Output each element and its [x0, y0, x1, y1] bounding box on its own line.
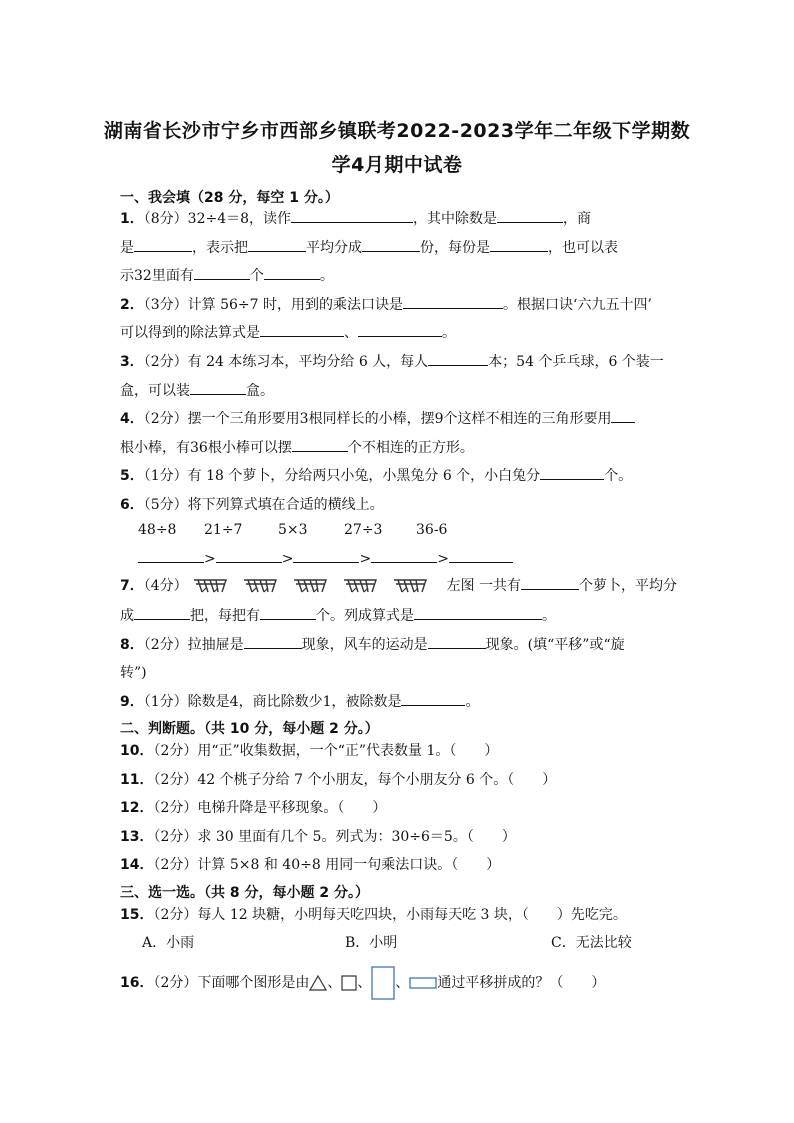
answer-blank[interactable]: [521, 575, 579, 590]
expression: 48÷8: [138, 522, 177, 538]
answer-blank[interactable]: [248, 237, 306, 252]
answer-blank[interactable]: [611, 408, 635, 423]
question-8: [120, 634, 680, 654]
carrot-bundle-icon: [392, 576, 428, 596]
question-14: [120, 854, 680, 874]
answer-blank[interactable]: [194, 265, 250, 280]
question-number: 15．: [120, 907, 154, 923]
question-text: 成: [120, 608, 134, 624]
expression: 21÷7: [204, 522, 243, 538]
question-1-cont: [120, 237, 680, 257]
separator: 、: [327, 975, 342, 991]
exam-title-line2: 学4月期中试卷: [331, 154, 463, 176]
answer-blank[interactable]: [428, 634, 486, 649]
answer-blank[interactable]: [449, 548, 513, 563]
question-number: 14．: [120, 857, 154, 873]
question-text: （1分）除数是4，商比除数少1，被除数是: [143, 694, 402, 710]
question-text: 是: [120, 240, 134, 256]
question-number: 10．: [120, 743, 154, 759]
greater-than-sign: >: [359, 551, 372, 567]
question-text: 盒。: [246, 383, 274, 399]
question-text: 。根据口诀‘六九五十四’: [503, 297, 652, 313]
question-text: （2分）摆一个三角形要用3根同样长的小棒，摆9个这样不相连的三角形要用: [143, 411, 612, 427]
question-text: 。: [319, 268, 334, 284]
tall-rectangle-icon: [371, 966, 395, 1000]
question-number: 1．: [120, 211, 144, 227]
question-text: （1分）有 18 个萝卜，分给两只小兔，小黑兔分 6 个，小白兔分: [143, 468, 541, 484]
question-number: 3．: [120, 354, 144, 370]
question-2: [120, 294, 680, 314]
question-text: 平均分成: [306, 240, 362, 256]
question-text: （8分）32÷4＝8，读作: [143, 211, 292, 227]
carrot-bundle-icon: [242, 576, 278, 596]
question-number: 2．: [120, 297, 144, 313]
question-number: 4．: [120, 411, 144, 427]
question-text: （2分）有 24 本练习本，平均分给 6 人，每人: [143, 354, 429, 370]
question-text: 示32里面有: [120, 268, 194, 284]
question-text: （2分）求 30 里面有几个 5。列式为：30÷6＝5。（ ）: [153, 829, 516, 845]
question-text: 。: [465, 694, 480, 710]
question-4-cont: [120, 437, 680, 457]
answer-blank[interactable]: [401, 691, 465, 706]
question-text: 转”): [120, 665, 147, 681]
question-text: （4分）: [143, 578, 188, 594]
question-number: 16．: [120, 975, 154, 991]
expression: 36-6: [416, 522, 448, 538]
question-text: （2分）计算 5×8 和 40÷8 用同一句乘法口诀。（ ）: [153, 857, 501, 873]
question-8-cont: [120, 662, 680, 682]
section-1-heading: 一、我会填（28 分，每空 1 分。）: [120, 190, 339, 206]
expression: 5×3: [278, 522, 308, 538]
question-number: 12．: [120, 800, 154, 816]
option-c[interactable]: C．无法比较: [551, 935, 632, 951]
question-7-cont: [120, 605, 680, 625]
answer-blank[interactable]: [138, 548, 204, 563]
question-6: [120, 494, 680, 514]
carrot-bundles: [192, 578, 446, 594]
question-13: [120, 826, 680, 846]
question-16: [120, 966, 680, 1000]
answer-blank[interactable]: [362, 237, 420, 252]
question-9: [120, 691, 680, 711]
question-text: ，表示把: [192, 240, 248, 256]
answer-blank[interactable]: [428, 351, 488, 366]
greater-than-sign: >: [281, 551, 294, 567]
question-text: （2分）下面哪个图形是由: [153, 975, 310, 991]
question-text: 盒，可以装: [120, 383, 190, 399]
triangle-icon: [309, 975, 327, 991]
question-5: [120, 465, 680, 485]
answer-blank[interactable]: [291, 208, 413, 223]
question-number: 11．: [120, 772, 154, 788]
square-icon: [341, 975, 357, 991]
carrot-bundle-icon: [292, 576, 328, 596]
carrot-bundle-icon: [192, 576, 228, 596]
question-text: 个。列成算式是: [316, 608, 414, 624]
separator: 、: [357, 975, 372, 991]
exam-title-line1: 湖南省长沙市宁乡市西部乡镇联考2022-2023学年二年级下学期数: [103, 120, 691, 142]
question-text: 份，每份是: [420, 240, 490, 256]
question-text: （3分）计算 56÷7 时，用到的乘法口诀是: [143, 297, 404, 313]
question-text: 。: [542, 608, 556, 624]
answer-blank[interactable]: [497, 208, 563, 223]
option-b[interactable]: B．小明: [345, 935, 398, 951]
answer-blank[interactable]: [264, 265, 320, 280]
question-text: 把，每把有: [190, 608, 260, 624]
question-text: 通过平移拼成的？（ ）: [437, 975, 606, 991]
question-3: [120, 351, 680, 371]
answer-blank[interactable]: [293, 548, 359, 563]
question-text: 现象，风车的运动是: [301, 637, 428, 653]
carrot-bundle-icon: [342, 576, 378, 596]
answer-blank[interactable]: [260, 605, 316, 620]
question-text: 个。: [604, 468, 633, 484]
question-text: 、: [344, 325, 358, 341]
question-number: 7．: [120, 578, 144, 594]
question-10: [120, 740, 680, 760]
answer-blank[interactable]: [403, 294, 503, 309]
answer-blank[interactable]: [490, 237, 548, 252]
question-text: 现象。(填“平移”或“旋: [485, 637, 625, 653]
question-number: 5．: [120, 468, 144, 484]
greater-than-sign: >: [437, 551, 449, 567]
option-a[interactable]: A．小雨: [142, 935, 195, 951]
answer-blank[interactable]: [134, 605, 190, 620]
question-text: 本；54 个乒乓球，6 个装一: [488, 354, 664, 370]
question-text: 左图 一共有: [446, 578, 522, 594]
answer-blank[interactable]: [134, 237, 192, 252]
question-11: [120, 769, 680, 789]
question-15: [120, 904, 680, 924]
expression: 27÷3: [344, 522, 383, 538]
answer-blank[interactable]: [244, 634, 302, 649]
question-number: 8．: [120, 637, 144, 653]
question-text: （2分）每人 12 块糖，小明每天吃四块，小雨每天吃 3 块，（ ）先吃完。: [153, 907, 627, 923]
answer-blank[interactable]: [371, 548, 437, 563]
question-text: （2分）拉抽屉是: [143, 637, 244, 653]
question-text: （5分）将下列算式填在合适的横线上。: [143, 497, 384, 513]
question-3-cont: [120, 380, 680, 400]
question-text: 个: [249, 268, 264, 284]
answer-blank[interactable]: [292, 437, 348, 452]
question-text: 根小棒，有36根小棒可以摆: [120, 440, 292, 456]
section-3-heading: 三、选一选。（共 8 分，每小题 2 分。）: [120, 885, 369, 901]
greater-than-sign: >: [204, 551, 216, 567]
question-number: 6．: [120, 497, 144, 513]
question-text: 个不相连的正方形。: [347, 440, 474, 456]
question-text: 可以得到的除法算式是: [120, 325, 260, 341]
question-text: 个萝卜，平均分: [579, 578, 678, 594]
question-text: 。: [442, 325, 456, 341]
question-7: [120, 575, 680, 596]
answer-blank[interactable]: [540, 465, 604, 480]
question-text: （2分）用“正”收集数据，一个“正”代表数量 1。（ ）: [153, 743, 499, 759]
question-text: ，商: [563, 211, 592, 227]
question-4: [120, 408, 680, 428]
answer-blank[interactable]: [216, 548, 282, 563]
wide-rectangle-icon: [409, 977, 437, 989]
question-1-cont2: [120, 265, 680, 285]
expression-row: [138, 522, 447, 538]
answer-blank[interactable]: [414, 605, 542, 620]
question-1: [120, 208, 680, 228]
answer-blank[interactable]: [190, 380, 246, 395]
question-number: 9．: [120, 694, 144, 710]
question-text: （2分）42 个桃子分给 7 个小朋友，每个小朋友分 6 个。（ ）: [153, 772, 557, 788]
question-2-cont: [120, 322, 680, 342]
ordering-row: [138, 548, 513, 567]
question-text: ，其中除数是: [413, 211, 498, 227]
question-12: [120, 797, 680, 817]
question-text: ，也可以表: [548, 240, 618, 256]
separator: 、: [395, 975, 410, 991]
question-text: （2分）电梯升降是平移现象。（ ）: [153, 800, 387, 816]
answer-blank[interactable]: [358, 322, 442, 337]
section-2-heading: 二、判断题。（共 10 分，每小题 2 分。）: [120, 721, 379, 737]
answer-blank[interactable]: [260, 322, 344, 337]
question-number: 13．: [120, 829, 154, 845]
